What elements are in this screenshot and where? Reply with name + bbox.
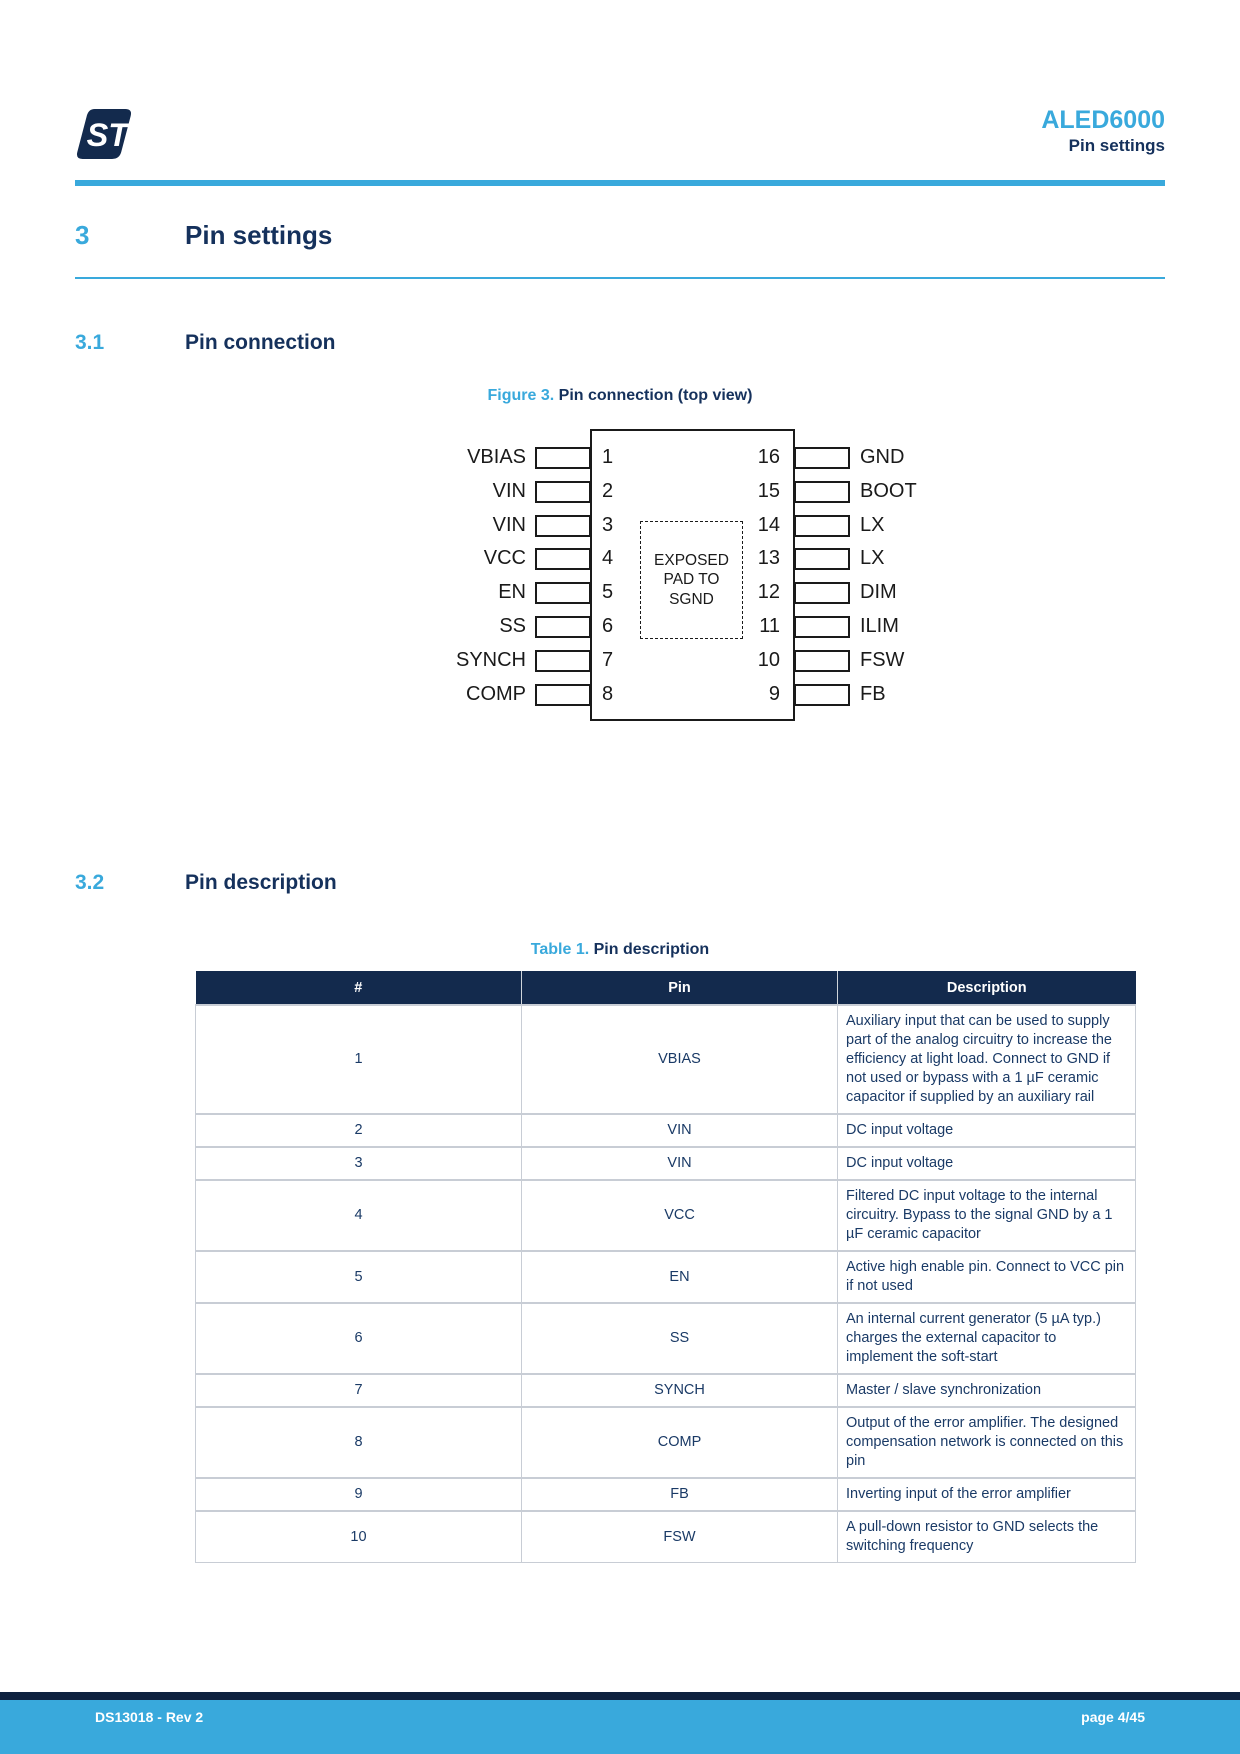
pin-stub [535, 684, 591, 706]
pin-label: VBIAS [467, 446, 526, 468]
header-rule [75, 180, 1165, 186]
pin-number: 11 [759, 615, 780, 637]
table-row [196, 1407, 1136, 1478]
section-3-heading [75, 220, 1165, 251]
pin-stub [794, 650, 850, 672]
pin-number: 8 [602, 682, 614, 705]
pin-label: DIM [860, 581, 897, 604]
cell-pin-name: VBIAS [522, 1005, 838, 1114]
pin-label: ILIM [860, 615, 899, 637]
pin-label: SS [499, 615, 526, 637]
cell-pin-number: 9 [196, 1478, 522, 1511]
pin-number: 14 [757, 513, 780, 536]
table-caption-text: Pin description [593, 941, 710, 958]
pin-stub [535, 616, 591, 638]
exposed-pad-line: PAD TO [663, 571, 720, 589]
pin-number: 3 [602, 513, 614, 536]
pin-number: 2 [602, 479, 614, 502]
section-3-2-number: 3.2 [75, 871, 105, 894]
pin-number: 16 [757, 446, 780, 468]
column-header: # [196, 971, 522, 1005]
doc-revision: DS13018 - Rev 2 [95, 1709, 204, 1725]
pin-number: 4 [602, 547, 614, 570]
section-rule [75, 277, 1165, 279]
pin-number: 12 [757, 581, 780, 604]
pin-label: VIN [492, 479, 526, 502]
cell-pin-description: DC input voltage [838, 1147, 1136, 1180]
exposed-pad-line: EXPOSED [654, 551, 729, 569]
page-number: page 4/45 [1081, 1709, 1145, 1725]
table-row [196, 1374, 1136, 1407]
section-3-title: Pin settings [185, 220, 333, 250]
column-header: Pin [522, 971, 838, 1005]
pin-label: SYNCH [455, 648, 526, 671]
table-row [196, 1180, 1136, 1251]
pin-stub [535, 582, 591, 604]
section-3-1-heading [75, 331, 1165, 355]
cell-pin-description: A pull-down resistor to GND selects the switching frequency [838, 1511, 1136, 1563]
pin-number: 1 [602, 446, 614, 468]
section-3-2-title: Pin description [185, 871, 337, 894]
pin-number: 7 [602, 648, 614, 671]
pin-stub [794, 447, 850, 469]
table-row [196, 1114, 1136, 1147]
cell-pin-description: Filtered DC input voltage to the internal circuitry. Bypass to the signal GND by a 1 µF ceramic capacitor [838, 1180, 1136, 1251]
page-content-body [0, 331, 1240, 1563]
table-header-row [196, 971, 1136, 1005]
st-logo-icon [75, 106, 133, 162]
cell-pin-number: 5 [196, 1251, 522, 1303]
header-title-block [1041, 106, 1165, 157]
cell-pin-name: SS [522, 1303, 838, 1374]
pin-stub [794, 548, 850, 570]
cell-pin-number: 10 [196, 1511, 522, 1563]
section-3-1-title: Pin connection [185, 331, 336, 354]
pin-label: BOOT [860, 479, 917, 502]
pin-label: EN [498, 581, 526, 604]
figure-caption [75, 387, 1165, 405]
st-logo [75, 106, 133, 167]
pin-stub [535, 515, 591, 537]
section-3-1-number: 3.1 [75, 331, 105, 354]
pin-number: 5 [602, 581, 614, 604]
table-row [196, 1251, 1136, 1303]
table-row [196, 1303, 1136, 1374]
cell-pin-name: VIN [522, 1147, 838, 1180]
pin-label: VIN [492, 513, 526, 536]
pin-number: 13 [757, 547, 780, 570]
table-caption [75, 941, 1165, 959]
cell-pin-number: 4 [196, 1180, 522, 1251]
pin-number: 9 [768, 682, 780, 705]
product-name: ALED6000 [1041, 106, 1165, 134]
cell-pin-name: FSW [522, 1511, 838, 1563]
cell-pin-description: Inverting input of the error amplifier [838, 1478, 1136, 1511]
cell-pin-name: VIN [522, 1114, 838, 1147]
pin-description-table [195, 971, 1136, 1563]
pin-stub [535, 481, 591, 503]
cell-pin-description: Auxiliary input that can be used to supply part of the analog circuitry to increase the efficiency at light load. Connect to GND if not used or bypass with a 1 µF ceramic capacitor if supplied by an auxiliary rail [838, 1005, 1136, 1114]
pin-label: FSW [860, 648, 905, 671]
footer-blue-bar [0, 1700, 1240, 1754]
column-header: Description [838, 971, 1136, 1005]
section-3-2-heading [75, 871, 1165, 895]
pin-stub [794, 582, 850, 604]
table-row [196, 1147, 1136, 1180]
cell-pin-description: Active high enable pin. Connect to VCC pin if not used [838, 1251, 1136, 1303]
cell-pin-name: SYNCH [522, 1374, 838, 1407]
pin-label: LX [860, 513, 885, 536]
page-content [0, 220, 1240, 251]
pin-label: LX [860, 547, 885, 570]
pin-number: 6 [602, 615, 614, 637]
table-row [196, 1005, 1136, 1114]
pin-connection-diagram [330, 429, 1110, 729]
table-row [196, 1478, 1136, 1511]
cell-pin-name: EN [522, 1251, 838, 1303]
figure-caption-text: Pin connection (top view) [558, 387, 753, 404]
pin-number: 10 [757, 648, 780, 671]
pin-stub [794, 481, 850, 503]
pin-stub [535, 650, 591, 672]
table-caption-number: Table 1. [530, 941, 590, 958]
pin-label: GND [860, 446, 905, 468]
cell-pin-number: 1 [196, 1005, 522, 1114]
pin-stub [535, 548, 591, 570]
pin-label: VCC [483, 547, 526, 570]
header-section-label: Pin settings [1068, 136, 1165, 155]
svg-text:ST: ST [86, 117, 129, 154]
cell-pin-number: 2 [196, 1114, 522, 1147]
cell-pin-description: DC input voltage [838, 1114, 1136, 1147]
exposed-pad-line: SGND [669, 590, 714, 608]
cell-pin-name: VCC [522, 1180, 838, 1251]
cell-pin-number: 7 [196, 1374, 522, 1407]
page-header [0, 0, 1240, 167]
cell-pin-description: Master / slave synchronization [838, 1374, 1136, 1407]
cell-pin-description: An internal current generator (5 µA typ.) charges the external capacitor to implement the soft-start [838, 1303, 1136, 1374]
pin-stub [794, 515, 850, 537]
figure-caption-number: Figure 3. [487, 387, 555, 404]
pin-stub [794, 684, 850, 706]
cell-pin-description: Output of the error amplifier. The designed compensation network is connected on this pin [838, 1407, 1136, 1478]
pin-stub [535, 447, 591, 469]
cell-pin-number: 6 [196, 1303, 522, 1374]
pin-number: 15 [757, 479, 780, 502]
table-row [196, 1511, 1136, 1563]
pin-label: FB [860, 682, 886, 705]
cell-pin-name: COMP [522, 1407, 838, 1478]
pin-stub [794, 616, 850, 638]
cell-pin-number: 3 [196, 1147, 522, 1180]
footer-navy-bar [0, 1692, 1240, 1700]
cell-pin-name: FB [522, 1478, 838, 1511]
section-3-number: 3 [75, 220, 90, 250]
pin-label: COMP [466, 682, 526, 705]
cell-pin-number: 8 [196, 1407, 522, 1478]
